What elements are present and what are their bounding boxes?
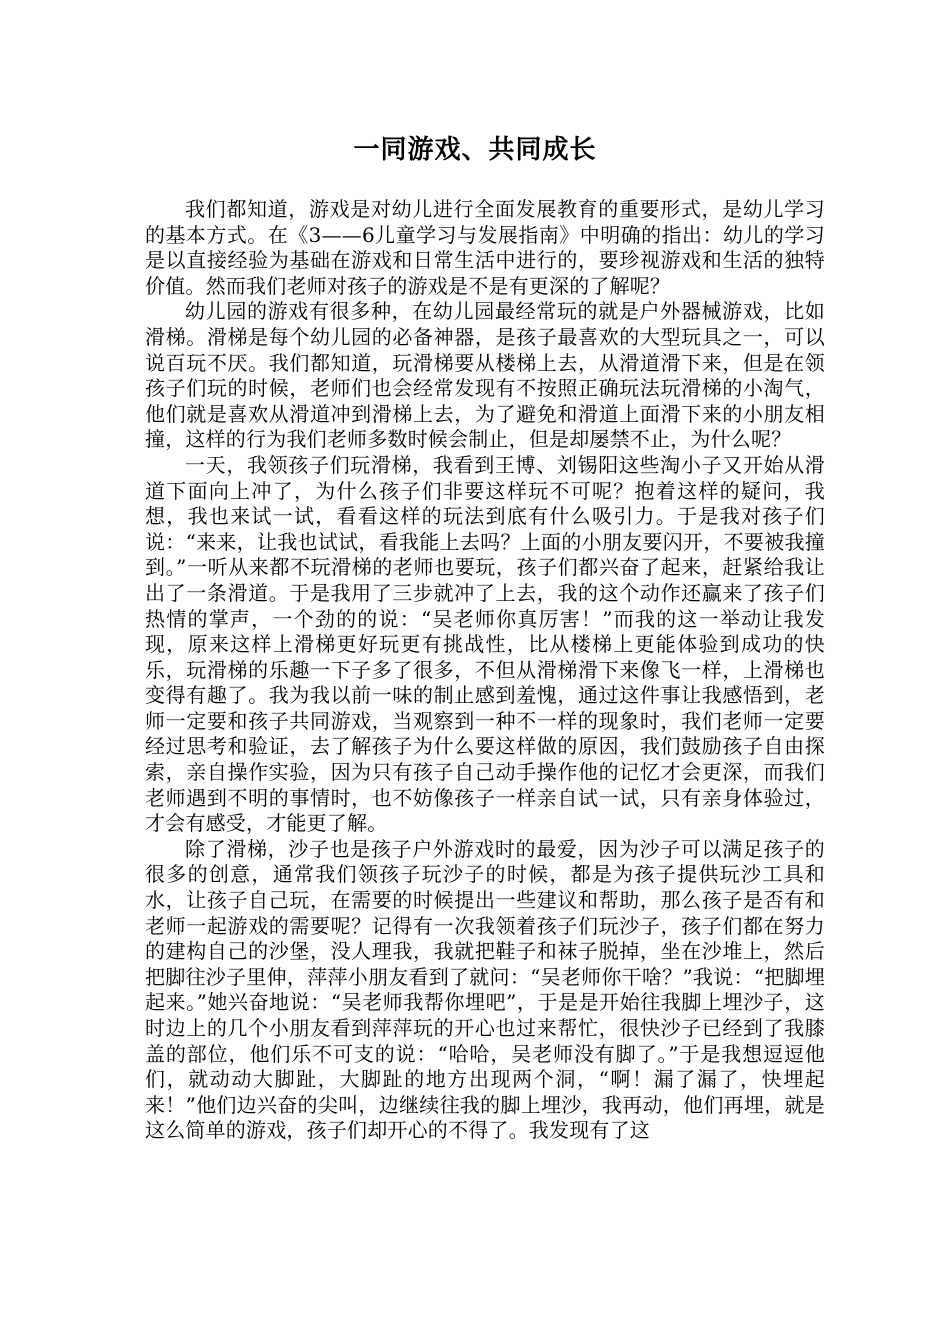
document-body (145, 197, 825, 1144)
document-title: 一同游戏、共同成长 (353, 135, 597, 165)
paragraph-4: 除了滑梯，沙子也是孩子户外游戏时的最爱，因为沙子可以满足孩子的很多的创意，通常我们领孩子玩沙子的时候，都是为孩子提供玩沙工具和水，让孩子自己玩，在需要的时候提出一些建议和帮助，那么孩子是否有和老师一起游戏的需要呢？记得有一次我领着孩子们玩沙子，孩子们都在努力的建构自己的沙堡，没人理我，我就把鞋子和袜子脱掉，坐在沙堆上，然后把脚往沙子里伸，萍萍小朋友看到了就问：“吴老师你干啥？”我说：“把脚埋起来。”她兴奋地说：“吴老师我帮你埋吧”，于是是开始往我脚上埋沙子，这时边上的几个小朋友看到萍萍玩的开心也过来帮忙，很快沙子已经到了我膝盖的部位，他们乐不可支的说：“哈哈，吴老师没有脚了。”于是我想逗逗他们，就动动大脚趾，大脚趾的地方出现两个洞，“啊！漏了漏了，快埋起来！”他们边兴奋的尖叫，边继续往我的脚上埋沙，我再动，他们再埋，就是这么简单的游戏，孩子们却开心的不得了。我发现有了这 (145, 836, 825, 1143)
paragraph-1: 我们都知道，游戏是对幼儿进行全面发展教育的重要形式，是幼儿学习的基本方式。在《3——6儿童学习与发展指南》中明确的指出：幼儿的学习是以直接经验为基础在游戏和日常生活中进行的，要珍视游戏和生活的独特价值。然而我们老师对孩子的游戏是不是有更深的了解呢？ (145, 197, 825, 298)
paragraph-2: 幼儿园的游戏有很多种，在幼儿园最经常玩的就是户外器械游戏，比如滑梯。滑梯是每个幼儿园的必备神器，是孩子最喜欢的大型玩具之一，可以说百玩不厌。我们都知道，玩滑梯要从楼梯上去，从滑道滑下来，但是在领孩子们玩的时候，老师们也会经常发现有不按照正确玩法玩滑梯的小淘气，他们就是喜欢从滑道冲到滑梯上去，为了避免和滑道上面滑下来的小朋友相撞，这样的行为我们老师多数时候会制止，但是却屡禁不止，为什么呢？ (145, 299, 825, 452)
paragraph-3: 一天，我领孩子们玩滑梯，我看到王博、刘锡阳这些淘小子又开始从滑道下面向上冲了，为什么孩子们非要这样玩不可呢？抱着这样的疑问，我想，我也来试一试，看看这样的玩法到底有什么吸引力。于是我对孩子们说：“来来，让我也试试，看我能上去吗？上面的小朋友要闪开，不要被我撞到。”一听从来都不玩滑梯的老师也要玩，孩子们都兴奋了起来，赶紧给我让出了一条滑道。于是我用了三步就冲了上去，我的这个动作还赢来了孩子们热情的掌声，一个劲的的说：“吴老师你真厉害！”而我的这一举动让我发现，原来这样上滑梯更好玩更有挑战性，比从楼梯上更能体验到成功的快乐，玩滑梯的乐趣一下子多了很多，不但从滑梯滑下来像飞一样，上滑梯也变得有趣了。我为我以前一味的制止感到羞愧，通过这件事让我感悟到，老师一定要和孩子共同游戏，当观察到一种不一样的现象时，我们老师一定要经过思考和验证，去了解孩子为什么要这样做的原因，我们鼓励孩子自由探索，亲自操作实验，因为只有孩子自己动手操作他的记忆才会更深，而我们老师遇到不明的事情时，也不妨像孩子一样亲自试一试，只有亲身体验过，才会有感受，才能更了解。 (145, 452, 825, 836)
